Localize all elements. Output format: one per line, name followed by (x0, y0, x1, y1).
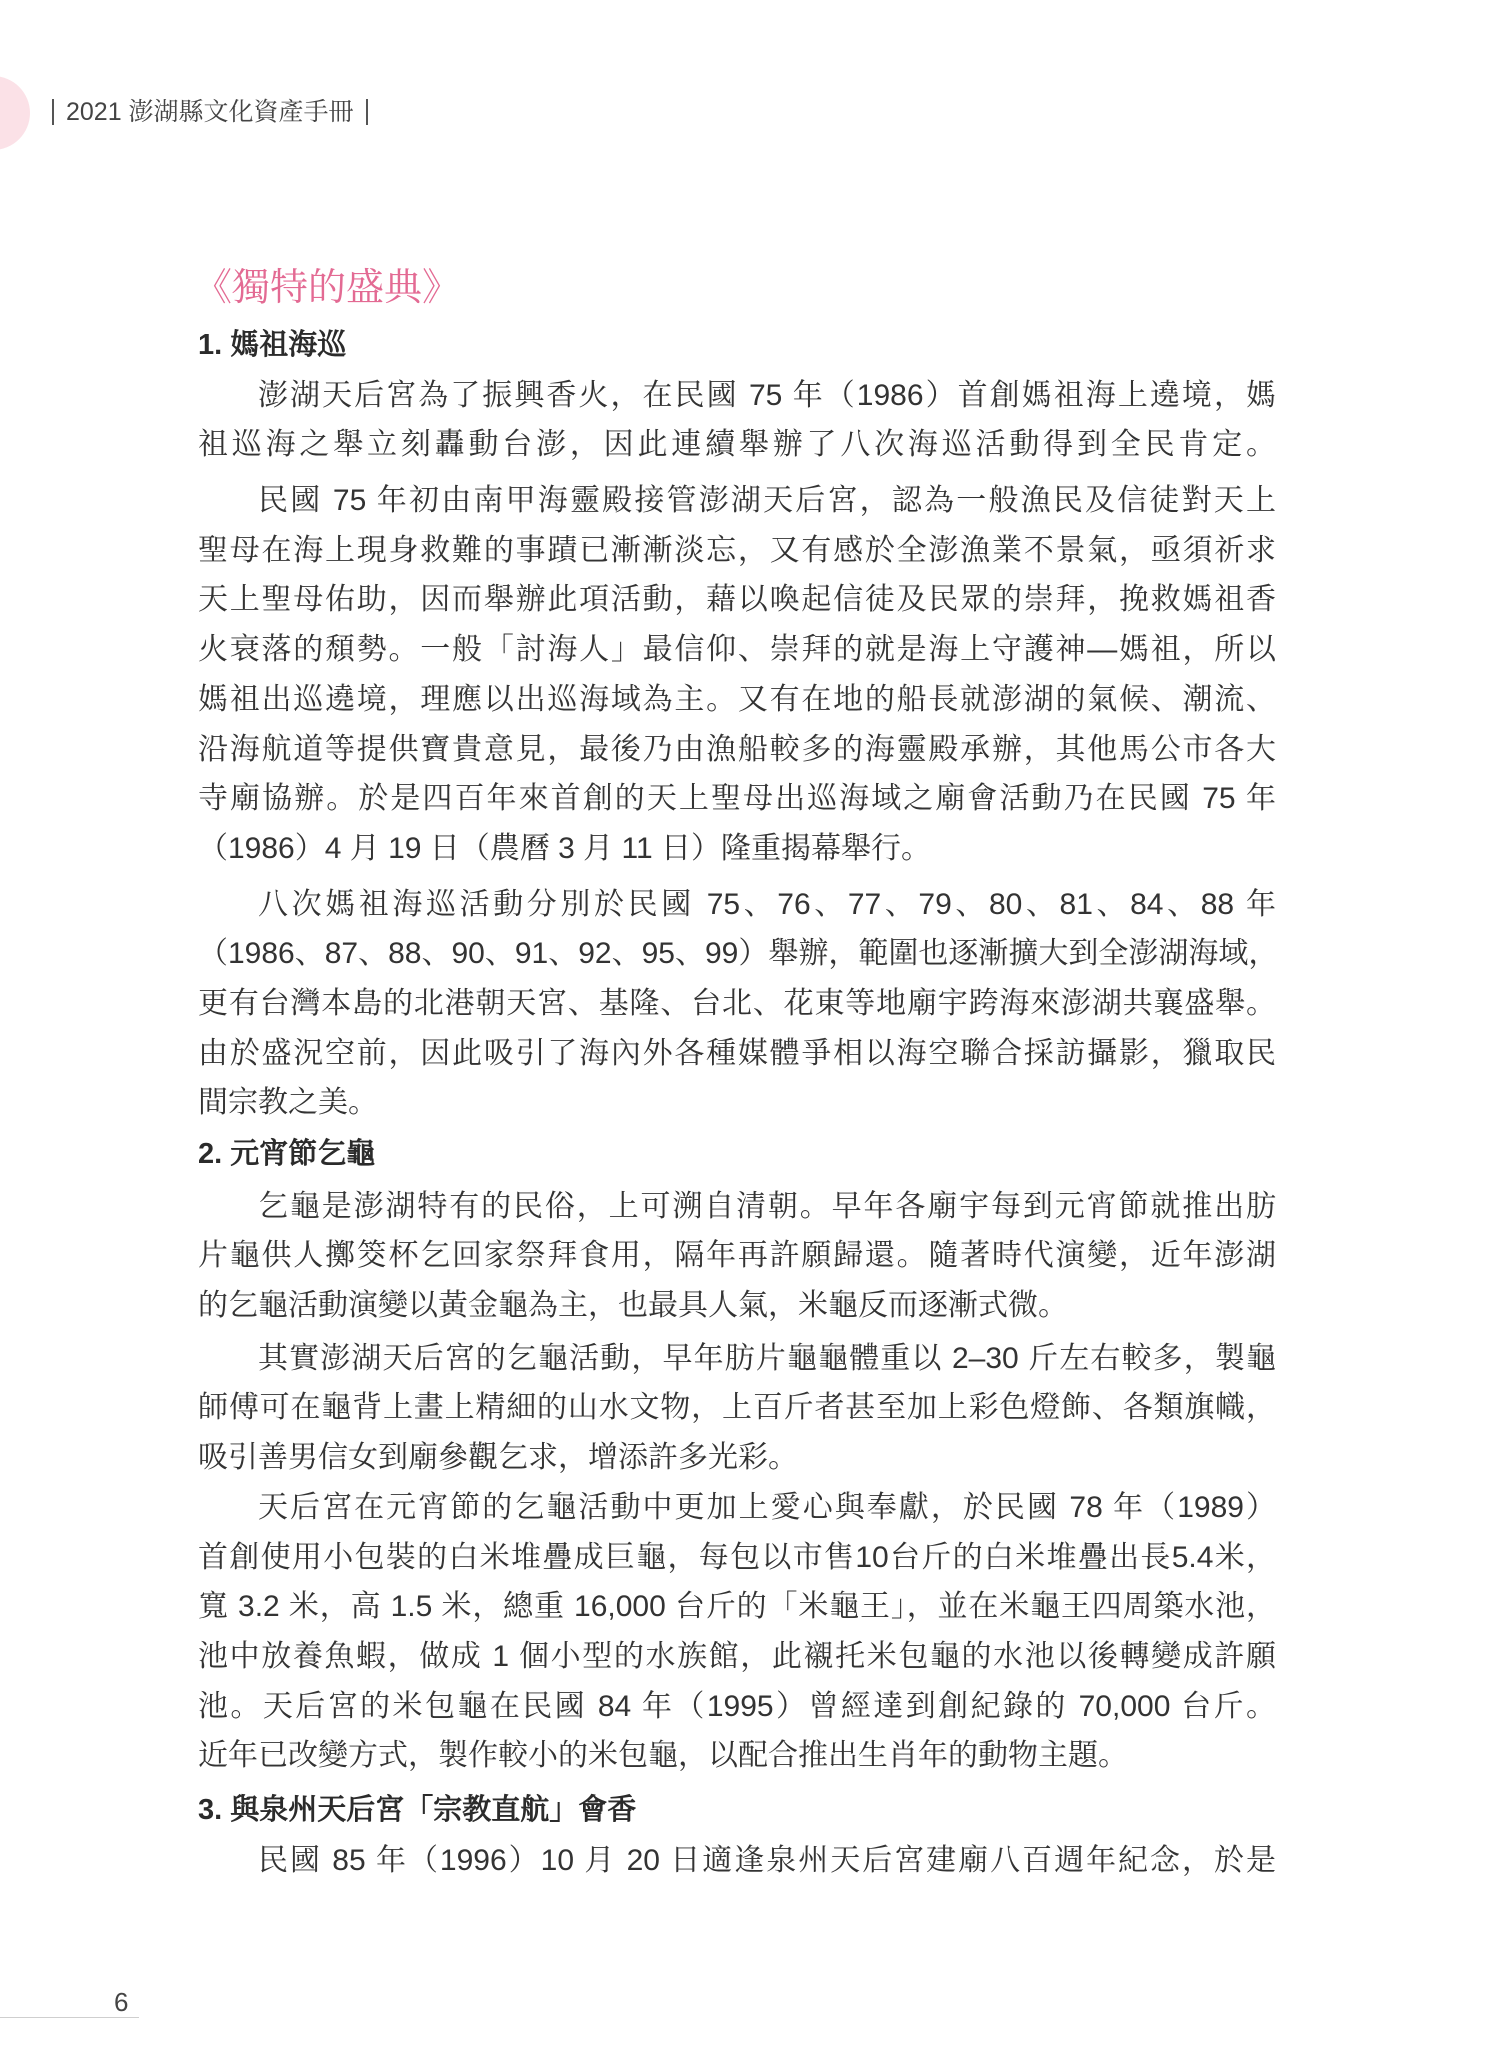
text-line: 近年已改變方式，製作較小的米包龜，以配合推出生肖年的動物主題。 (198, 1739, 1128, 1773)
text-line: 首創使用小包裝的白米堆疊成巨龜，每包以市售10台斤的白米堆疊出長5.4米， (198, 1540, 1276, 1574)
text-line: 寬 3.2 米，高 1.5 米，總重 16,000 台斤的「米龜王」，並在米龜王四周築水池， (198, 1590, 1276, 1624)
text-line: 的乞龜活動演變以黃金龜為主，也最具人氣，米龜反而逐漸式微。 (198, 1289, 1068, 1323)
text-line: 乞龜是澎湖特有的民俗，上可溯自清朝。早年各廟宇每到元宵節就推出肪 (258, 1189, 1276, 1223)
paragraph (198, 1334, 1276, 1483)
text-line: 間宗教之美。 (198, 1086, 378, 1120)
text-line: 吸引善男信女到廟參觀乞求，增添許多光彩。 (198, 1441, 798, 1475)
body-text (198, 321, 1279, 1885)
text-line: 火衰落的頹勢。一般「討海人」最信仰、崇拜的就是海上守護神—媽祖，所以 (198, 633, 1276, 667)
text-line: 由於盛況空前，因此吸引了海內外各種媒體爭相以海空聯合採訪攝影，獵取民 (198, 1036, 1276, 1070)
paragraph (198, 880, 1279, 1128)
text-line: 八次媽祖海巡活動分別於民國 75、76、77、79、80、81、84、88 年 (258, 887, 1276, 921)
header-title: 2021 澎湖縣文化資產手冊 (66, 98, 354, 126)
text-line: 更有台灣本島的北港朝天宮、基隆、台北、花東等地廟宇跨海來澎湖共襄盛舉。 (198, 986, 1276, 1020)
paragraph (198, 1483, 1276, 1781)
text-line: 寺廟協辦。於是四百年來首創的天上聖母出巡海域之廟會活動乃在民國 75 年 (198, 782, 1276, 816)
text-line: 師傅可在龜背上畫上精細的山水文物，上百斤者甚至加上彩色燈飾、各類旗幟， (198, 1391, 1276, 1425)
text-line: 聖母在海上現身救難的事蹟已漸漸淡忘，又有感於全澎漁業不景氣，亟須祈求 (198, 533, 1276, 567)
subsection-heading: 1. 媽祖海巡 (198, 329, 347, 361)
text-line: 其實澎湖天后宮的乞龜活動，早年肪片龜龜體重以 2–30 斤左右較多，製龜 (258, 1341, 1276, 1375)
subsection-heading: 3. 與泉州天后宮「宗教直航」會香 (198, 1793, 637, 1826)
paragraph (198, 476, 1276, 874)
page-number: 6 (114, 1987, 129, 2017)
paragraph (198, 1182, 1276, 1331)
text-line: 天后宮在元宵節的乞龜活動中更加上愛心與奉獻，於民國 78 年（1989） (258, 1490, 1276, 1524)
paragraph (198, 1836, 1276, 1886)
text-line: 池中放養魚蝦，做成 1 個小型的水族館，此襯托米包龜的水池以後轉變成許願 (198, 1639, 1276, 1673)
text-line: 民國 85 年（1996）10 月 20 日適逢泉州天后宮建廟八百週年紀念，於是 (258, 1843, 1276, 1877)
paragraph (198, 371, 1276, 470)
subsection-heading: 2. 元宵節乞龜 (198, 1138, 376, 1171)
running-header (52, 95, 368, 129)
text-line: （1986、87、88、90、91、92、95、99）舉辦，範圍也逐漸擴大到全澎湖海域， (198, 937, 1279, 971)
section-title: 《獨特的盛典》 (194, 267, 461, 309)
header-divider-left (52, 99, 54, 125)
text-line: 片龜供人擲筊杯乞回家祭拜食用，隔年再許願歸還。隨著時代演變，近年澎湖 (198, 1239, 1276, 1273)
text-line: 沿海航道等提供寶貴意見，最後乃由漁船較多的海靈殿承辦，其他馬公市各大 (198, 732, 1276, 766)
text-line: 媽祖出巡遶境，理應以出巡海域為主。又有在地的船長就澎湖的氣候、潮流、 (198, 682, 1276, 716)
text-line: 祖巡海之舉立刻轟動台澎，因此連續舉辦了八次海巡活動得到全民肯定。 (198, 428, 1276, 462)
text-line: 澎湖天后宮為了振興香火，在民國 75 年（1986）首創媽祖海上遶境，媽 (258, 378, 1276, 412)
text-line: 民國 75 年初由南甲海靈殿接管澎湖天后宮，認為一般漁民及信徒對天上 (258, 484, 1276, 518)
text-line: （1986）4 月 19 日（農曆 3 月 11 日）隆重揭幕舉行。 (198, 831, 931, 865)
footer-divider (0, 2017, 139, 2018)
header-divider-right (366, 99, 368, 125)
page-tab-decoration (0, 76, 30, 150)
text-line: 池。天后宮的米包龜在民國 84 年（1995）曾經達到創紀錄的 70,000 台斤。 (198, 1689, 1276, 1723)
text-line: 天上聖母佑助，因而舉辦此項活動，藉以喚起信徒及民眾的崇拜，挽救媽祖香 (198, 583, 1276, 617)
